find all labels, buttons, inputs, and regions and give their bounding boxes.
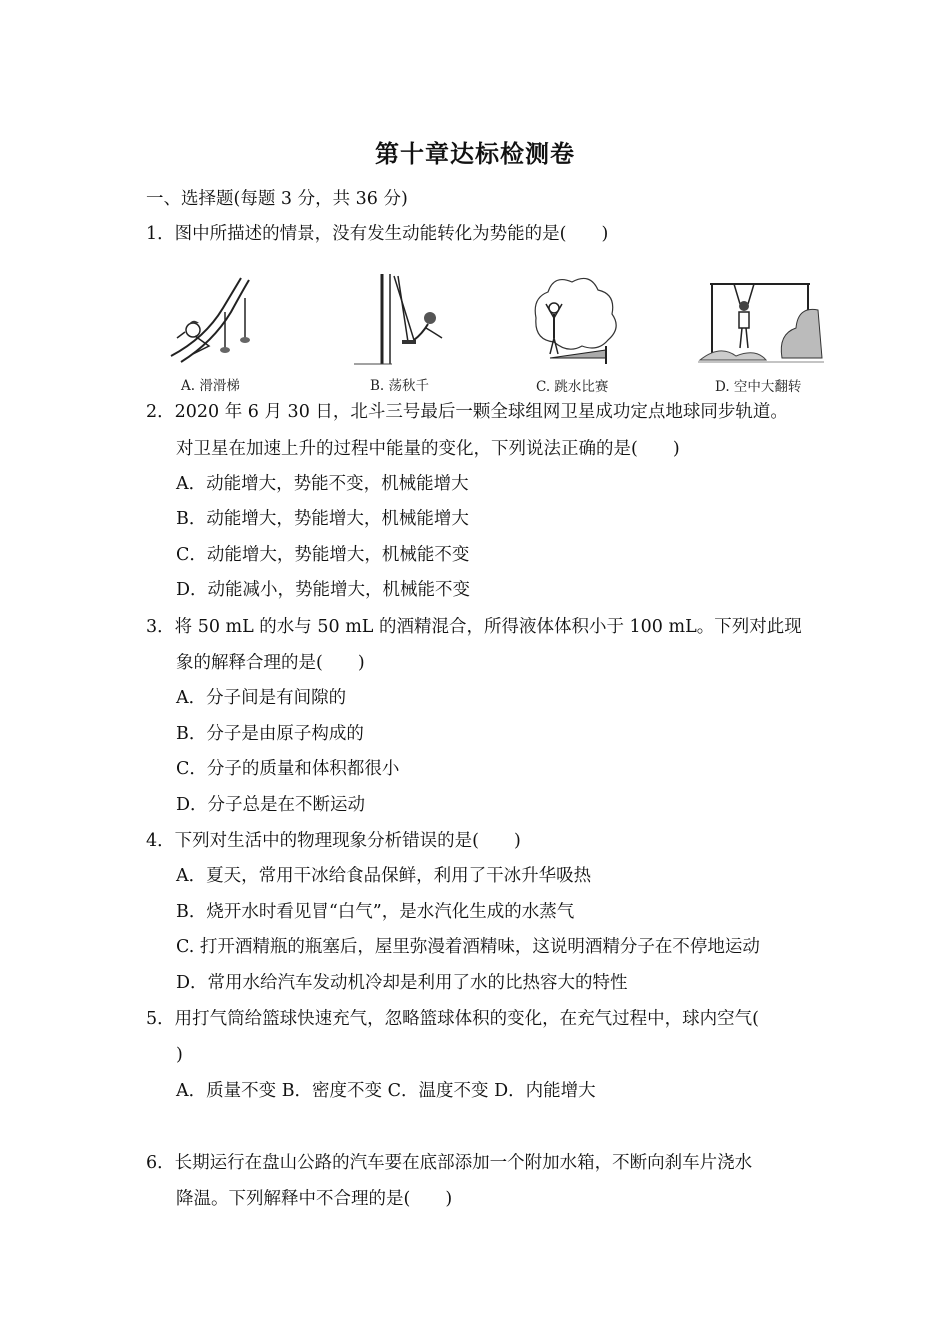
q4-option-a: A．夏天，常用干冰给食品保鲜，利用了干冰升华吸热: [176, 866, 592, 886]
q3-option-a: A．分子间是有间隙的: [176, 688, 347, 708]
q3-option-b: B．分子是由原子构成的: [176, 724, 364, 744]
q2-option-b: B．动能增大，势能增大，机械能增大: [176, 509, 469, 529]
swing-figure: [348, 268, 448, 368]
q1-stem: 1．图中所描述的情景，没有发生动能转化为势能的是( ): [146, 224, 609, 244]
q4-option-b: B．烧开水时看见冒“白气”，是水汽化生成的水蒸气: [176, 902, 575, 922]
page-title: 第十章达标检测卷: [375, 140, 575, 168]
caption-b: B. 荡秋千: [370, 378, 430, 394]
caption-a: A. 滑滑梯: [181, 378, 240, 394]
caption-c: C. 跳水比赛: [536, 379, 609, 395]
q3-stem-line2: 象的解释合理的是( ): [176, 653, 365, 673]
q4-option-d: D．常用水给汽车发动机冷却是利用了水的比热容大的特性: [176, 973, 628, 993]
bar-flip-figure: [698, 268, 824, 368]
diving-figure: [530, 268, 620, 368]
caption-d: D. 空中大翻转: [715, 379, 802, 395]
q3-option-c: C．分子的质量和体积都很小: [176, 759, 400, 779]
q5-stem-line1: 5．用打气筒给篮球快速充气，忽略篮球体积的变化，在充气过程中，球内空气(: [146, 1009, 759, 1029]
q2-stem-line2: 对卫星在加速上升的过程中能量的变化，下列说法正确的是( ): [176, 439, 680, 459]
q2-option-c: C．动能增大，势能增大，机械能不变: [176, 545, 470, 565]
q3-stem-line1: 3．将 50 mL 的水与 50 mL 的酒精混合，所得液体体积小于 100 mL。下列对此现: [146, 617, 802, 637]
q2-option-a: A．动能增大，势能不变，机械能增大: [176, 474, 469, 494]
q6-stem-line2: 降温。下列解释中不合理的是( ): [176, 1189, 453, 1209]
q2-stem-line1: 2．2020 年 6 月 30 日，北斗三号最后一颗全球组网卫星成功定点地球同步轨道。: [146, 402, 788, 422]
q5-stem-line2: ): [176, 1045, 183, 1065]
q4-option-c: C. 打开酒精瓶的瓶塞后，屋里弥漫着酒精味，这说明酒精分子在不停地运动: [176, 937, 760, 957]
q5-options: A．质量不变 B．密度不变 C．温度不变 D．内能增大: [176, 1081, 596, 1101]
slide-figure: [165, 268, 265, 368]
q4-stem: 4．下列对生活中的物理现象分析错误的是( ): [146, 831, 521, 851]
q6-stem-line1: 6．长期运行在盘山公路的汽车要在底部添加一个附加水箱，不断向刹车片浇水: [146, 1153, 753, 1173]
q3-option-d: D．分子总是在不断运动: [176, 795, 366, 815]
q2-option-d: D．动能减小，势能增大，机械能不变: [176, 580, 471, 600]
section-heading: 一、选择题(每题 3 分，共 36 分): [146, 189, 408, 209]
